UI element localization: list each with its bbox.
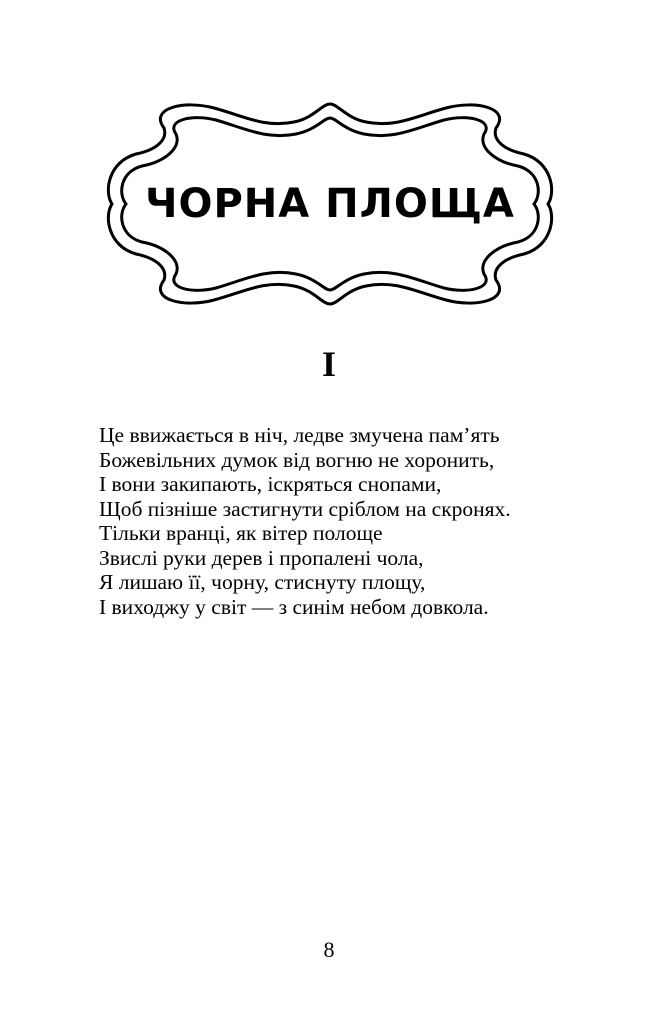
book-title: ЧОРНА ПЛОЩА	[145, 181, 515, 227]
poem-line: І вони закипають, іскряться снопами,	[99, 472, 442, 496]
poem-line: Божевільних думок від вогню не хоронить,	[99, 447, 495, 472]
poem-line: Звислі руки дерев і пропалені чола,	[99, 545, 424, 570]
page-number: 8	[323, 937, 335, 962]
poem-line: Це ввижається в ніч, ледве змучена пам’ять	[99, 423, 500, 447]
poem-line: Я лишаю її, чорну, стиснуту площу,	[99, 570, 426, 594]
poem-line: Тільки вранці, як вітер полоще	[99, 521, 383, 545]
section-number: I	[321, 344, 336, 384]
poem-line: І виходжу у світ — з синім небом довкола.	[99, 594, 489, 619]
poem-line: Щоб пізніше застигнути сріблом на скронях.	[99, 496, 511, 521]
poem-stanza	[99, 423, 579, 619]
title-frame	[104, 98, 556, 310]
